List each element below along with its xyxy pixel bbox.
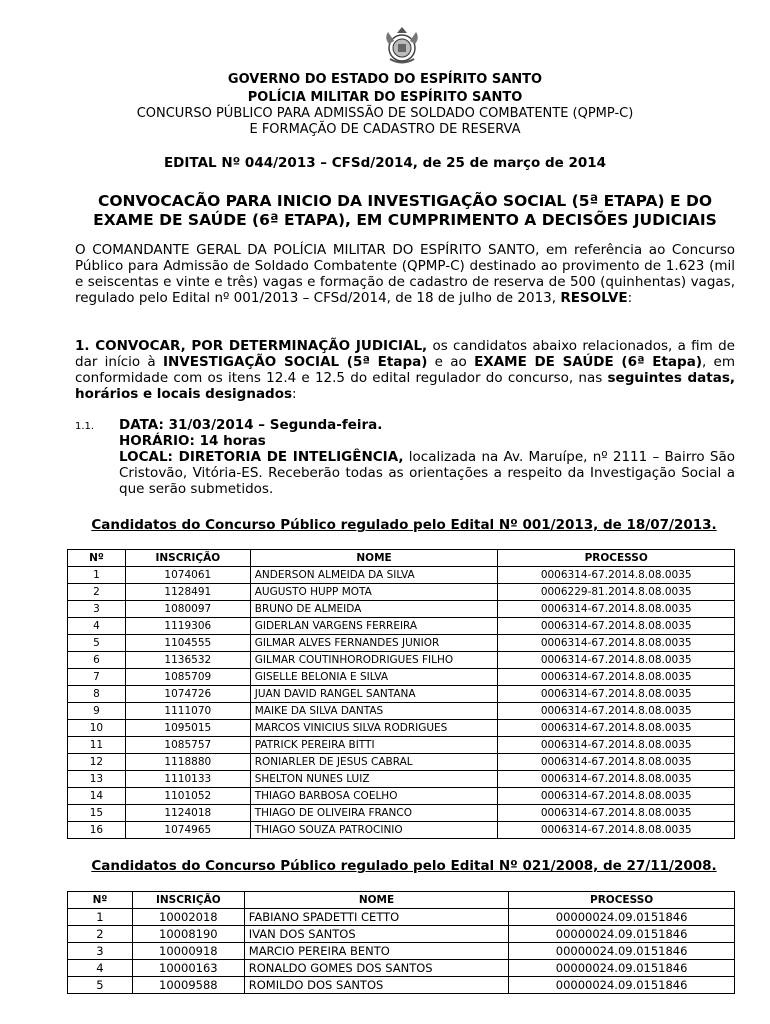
table-header-row: [68, 892, 735, 909]
row-registration: 1074965: [125, 822, 250, 839]
row-name: GIDERLAN VARGENS FERREIRA: [250, 618, 498, 635]
col-header-number: Nº: [68, 892, 133, 909]
row-registration: 1085757: [125, 737, 250, 754]
table-row: [68, 601, 735, 618]
row-process: 0006314-67.2014.8.08.0035: [498, 771, 735, 788]
table-row: [68, 720, 735, 737]
row-registration: 10002018: [132, 909, 244, 926]
table-row: [68, 635, 735, 652]
row-registration: 1095015: [125, 720, 250, 737]
row-number: 3: [68, 943, 133, 960]
row-name: GILMAR ALVES FERNANDES JUNIOR: [250, 635, 498, 652]
item-time: HORÁRIO: 14 horas: [119, 433, 266, 449]
row-process: 0006229-81.2014.8.08.0035: [498, 584, 735, 601]
table-row: [68, 926, 735, 943]
state-coat-of-arms-icon: [380, 24, 424, 68]
row-number: 1: [68, 909, 133, 926]
col-header-process: PROCESSO: [498, 550, 735, 567]
row-registration: 10000918: [132, 943, 244, 960]
row-registration: 10000163: [132, 960, 244, 977]
row-number: 9: [68, 703, 126, 720]
row-process: 0006314-67.2014.8.08.0035: [498, 567, 735, 584]
row-process: 00000024.09.0151846: [509, 943, 735, 960]
table-row: [68, 737, 735, 754]
row-name: THIAGO BARBOSA COELHO: [250, 788, 498, 805]
row-registration: 1119306: [125, 618, 250, 635]
row-process: 0006314-67.2014.8.08.0035: [498, 754, 735, 771]
row-registration: 1118880: [125, 754, 250, 771]
header-government: GOVERNO DO ESTADO DO ESPÍRITO SANTO: [227, 72, 543, 87]
row-registration: 1074061: [125, 567, 250, 584]
row-name: ROMILDO DOS SANTOS: [244, 977, 508, 994]
row-registration: 1110133: [125, 771, 250, 788]
row-name: FABIANO SPADETTI CETTO: [244, 909, 508, 926]
row-registration: 1074726: [125, 686, 250, 703]
table-row: [68, 960, 735, 977]
col-header-name: NOME: [250, 550, 498, 567]
table-row: [68, 652, 735, 669]
item-date: DATA: 31/03/2014 – Segunda-feira.: [119, 417, 383, 433]
col-header-registration: INSCRIÇÃO: [125, 550, 250, 567]
row-registration: 10008190: [132, 926, 244, 943]
row-number: 14: [68, 788, 126, 805]
header-reserve: E FORMAÇÃO DE CADASTRO DE RESERVA: [249, 122, 521, 137]
row-number: 1: [68, 567, 126, 584]
row-process: 0006314-67.2014.8.08.0035: [498, 703, 735, 720]
table-header-row: [68, 550, 735, 567]
row-registration: 1136532: [125, 652, 250, 669]
item-location: LOCAL: DIRETORIA DE INTELIGÊNCIA, localizada na Av. Maruípe, nº 2111 – Bairro São Cristovão, Vitória-ES. Receberão todas as orientações a respeito da Investigação Social a que serão submetidos.: [119, 449, 735, 497]
row-name: THIAGO SOUZA PATROCINIO: [250, 822, 498, 839]
table-row: [68, 686, 735, 703]
row-name: GISELLE BELONIA E SILVA: [250, 669, 498, 686]
row-process: 0006314-67.2014.8.08.0035: [498, 601, 735, 618]
header-police: POLÍCIA MILITAR DO ESPÍRITO SANTO: [247, 90, 523, 105]
row-number: 3: [68, 601, 126, 618]
row-process: 0006314-67.2014.8.08.0035: [498, 652, 735, 669]
row-name: PATRICK PEREIRA BITTI: [250, 737, 498, 754]
row-registration: 10009588: [132, 977, 244, 994]
table-row: [68, 909, 735, 926]
row-process: 00000024.09.0151846: [509, 977, 735, 994]
row-registration: 1101052: [125, 788, 250, 805]
row-number: 8: [68, 686, 126, 703]
row-process: 0006314-67.2014.8.08.0035: [498, 737, 735, 754]
row-registration: 1104555: [125, 635, 250, 652]
row-name: SHELTON NUNES LUIZ: [250, 771, 498, 788]
table-row: [68, 805, 735, 822]
row-process: 0006314-67.2014.8.08.0035: [498, 669, 735, 686]
row-name: RONALDO GOMES DOS SANTOS: [244, 960, 508, 977]
table-row: [68, 618, 735, 635]
row-registration: 1085709: [125, 669, 250, 686]
table-2-caption: Candidatos do Concurso Público regulado pelo Edital Nº 021/2008, de 27/11/2008.: [91, 858, 717, 874]
row-name: MARCOS VINICIUS SILVA RODRIGUES: [250, 720, 498, 737]
candidates-table-2013: [67, 549, 735, 839]
row-process: 00000024.09.0151846: [509, 909, 735, 926]
table-row: [68, 703, 735, 720]
row-number: 6: [68, 652, 126, 669]
row-number: 5: [68, 977, 133, 994]
row-number: 16: [68, 822, 126, 839]
row-number: 11: [68, 737, 126, 754]
row-number: 10: [68, 720, 126, 737]
col-header-number: Nº: [68, 550, 126, 567]
table-row: [68, 584, 735, 601]
table-row: [68, 822, 735, 839]
row-name: MAIKE DA SILVA DANTAS: [250, 703, 498, 720]
row-name: BRUNO DE ALMEIDA: [250, 601, 498, 618]
row-number: 4: [68, 618, 126, 635]
row-number: 5: [68, 635, 126, 652]
row-process: 0006314-67.2014.8.08.0035: [498, 618, 735, 635]
table-row: [68, 771, 735, 788]
row-name: AUGUSTO HUPP MOTA: [250, 584, 498, 601]
section-1-paragraph: 1. CONVOCAR, POR DETERMINAÇÃO JUDICIAL, os candidatos abaixo relacionados, a fim de dar início à INVESTIGAÇÃO SOCIAL (5ª Etapa) e ao EXAME DE SAÚDE (6ª Etapa), em conformidade com os itens 12.4 e 12.5 do edital regulador do concurso, nas seguintes datas, horários e locais designados:: [75, 338, 736, 402]
row-number: 2: [68, 584, 126, 601]
item-number: 1.1.: [75, 421, 95, 432]
row-registration: 1080097: [125, 601, 250, 618]
intro-paragraph: O COMANDANTE GERAL DA POLÍCIA MILITAR DO ESPÍRITO SANTO, em referência ao Concurso Público para Admissão de Soldado Combatente (QPMP-C) destinado ao provimento de 1.623 (mil e seiscentas e vinte e três) vagas e formação de cadastro de reserva de 500 (quinhentas) vagas, regulado pelo Edital nº 001/2013 – CFSd/2014, de 18 de julho de 2013, RESOLVE:: [75, 242, 735, 306]
item-1-1: [75, 417, 735, 497]
row-process: 0006314-67.2014.8.08.0035: [498, 720, 735, 737]
row-process: 0006314-67.2014.8.08.0035: [498, 788, 735, 805]
row-process: 0006314-67.2014.8.08.0035: [498, 805, 735, 822]
row-number: 15: [68, 805, 126, 822]
row-number: 2: [68, 926, 133, 943]
candidates-table-2008: [67, 891, 735, 994]
row-process: 0006314-67.2014.8.08.0035: [498, 822, 735, 839]
row-name: IVAN DOS SANTOS: [244, 926, 508, 943]
row-number: 7: [68, 669, 126, 686]
row-name: ANDERSON ALMEIDA DA SILVA: [250, 567, 498, 584]
row-process: 00000024.09.0151846: [509, 960, 735, 977]
row-registration: 1128491: [125, 584, 250, 601]
row-process: 00000024.09.0151846: [509, 926, 735, 943]
row-name: RONIARLER DE JESUS CABRAL: [250, 754, 498, 771]
row-number: 12: [68, 754, 126, 771]
table-row: [68, 943, 735, 960]
row-process: 0006314-67.2014.8.08.0035: [498, 686, 735, 703]
row-number: 13: [68, 771, 126, 788]
row-name: GILMAR COUTINHORODRIGUES FILHO: [250, 652, 498, 669]
row-process: 0006314-67.2014.8.08.0035: [498, 635, 735, 652]
table-row: [68, 788, 735, 805]
document-title: CONVOCACÃO PARA INICIO DA INVESTIGAÇÃO SOCIAL (5ª ETAPA) E DO EXAME DE SAÚDE (6ª ETAPA), EM CUMPRIMENTO A DECISÕES JUDICIAIS: [93, 192, 717, 229]
table-row: [68, 977, 735, 994]
table-1-caption: Candidatos do Concurso Público regulado pelo Edital Nº 001/2013, de 18/07/2013.: [91, 517, 717, 533]
header-contest: CONCURSO PÚBLICO PARA ADMISSÃO DE SOLDADO COMBATENTE (QPMP-C): [136, 106, 634, 121]
row-name: THIAGO DE OLIVEIRA FRANCO: [250, 805, 498, 822]
col-header-process: PROCESSO: [509, 892, 735, 909]
col-header-registration: INSCRIÇÃO: [132, 892, 244, 909]
row-registration: 1111070: [125, 703, 250, 720]
table-row: [68, 754, 735, 771]
table-row: [68, 669, 735, 686]
row-registration: 1124018: [125, 805, 250, 822]
col-header-name: NOME: [244, 892, 508, 909]
edital-number: EDITAL Nº 044/2013 – CFSd/2014, de 25 de março de 2014: [163, 155, 607, 171]
row-name: MARCIO PEREIRA BENTO: [244, 943, 508, 960]
table-row: [68, 567, 735, 584]
row-name: JUAN DAVID RANGEL SANTANA: [250, 686, 498, 703]
row-number: 4: [68, 960, 133, 977]
